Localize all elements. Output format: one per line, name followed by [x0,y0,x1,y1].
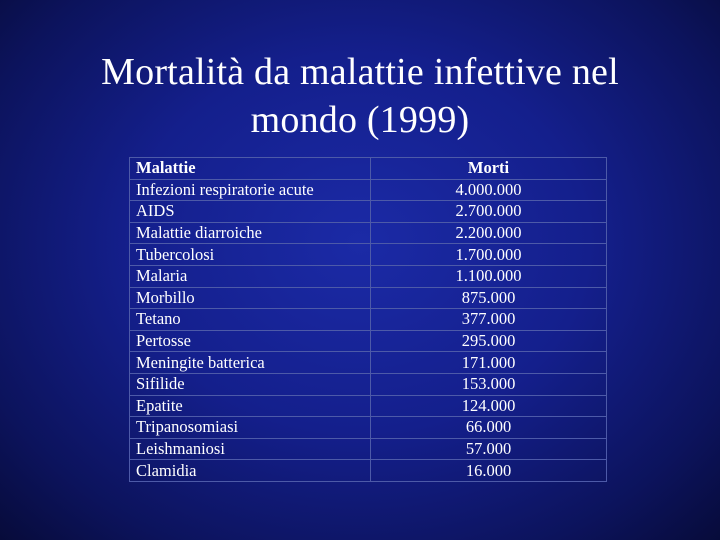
table-row [130,222,607,244]
disease-name: Tubercolosi [130,244,371,266]
death-count: 66.000 [371,417,607,439]
table-row [130,287,607,309]
disease-name: Leishmaniosi [130,438,371,460]
table-row [130,244,607,266]
death-count: 377.000 [371,309,607,331]
death-count: 153.000 [371,373,607,395]
mortality-table [129,157,607,482]
death-count: 124.000 [371,395,607,417]
header-malattie: Malattie [130,158,371,180]
slide-title-line-1: Mortalità da malattie infettive nel [101,51,619,93]
death-count: 1.100.000 [371,265,607,287]
mortality-table-container [129,157,607,482]
header-morti: Morti [371,158,607,180]
table-row [130,201,607,223]
table-row [130,438,607,460]
disease-name: Infezioni respiratorie acute [130,179,371,201]
table-row [130,460,607,482]
table-row [130,373,607,395]
table-row [130,352,607,374]
slide-title [0,48,720,144]
death-count: 2.200.000 [371,222,607,244]
death-count: 171.000 [371,352,607,374]
disease-name: Tetano [130,309,371,331]
disease-name: Clamidia [130,460,371,482]
disease-name: Morbillo [130,287,371,309]
table-row [130,417,607,439]
table-row [130,309,607,331]
disease-name: Epatite [130,395,371,417]
table-row [130,179,607,201]
table-row [130,265,607,287]
disease-name: Sifilide [130,373,371,395]
disease-name: Tripanosomiasi [130,417,371,439]
death-count: 16.000 [371,460,607,482]
disease-name: Meningite batterica [130,352,371,374]
death-count: 2.700.000 [371,201,607,223]
death-count: 57.000 [371,438,607,460]
disease-name: Malaria [130,265,371,287]
disease-name: Pertosse [130,330,371,352]
slide-title-line-2: mondo (1999) [250,99,470,141]
death-count: 875.000 [371,287,607,309]
death-count: 1.700.000 [371,244,607,266]
table-row [130,330,607,352]
disease-name: AIDS [130,201,371,223]
table-row [130,395,607,417]
death-count: 4.000.000 [371,179,607,201]
table-header-row [130,158,607,180]
death-count: 295.000 [371,330,607,352]
disease-name: Malattie diarroiche [130,222,371,244]
